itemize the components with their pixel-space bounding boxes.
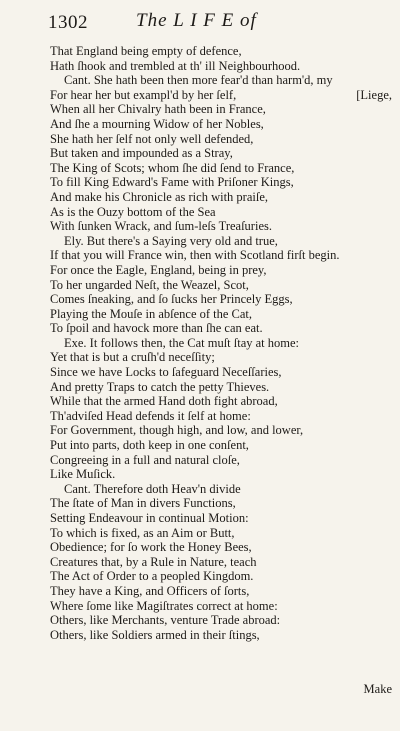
line-text: To which is fixed, as an Aim or Butt, — [50, 525, 235, 540]
text-line — [50, 146, 392, 161]
text-line — [50, 584, 392, 599]
line-text: If that you will France win, then with Scotland firſt begin. — [50, 248, 340, 263]
text-line — [50, 278, 392, 293]
text-line — [50, 263, 392, 278]
line-text: Cant. She hath been then more fear'd than harm'd, my — [64, 73, 333, 88]
line-text: For hear her but exampl'd by her ſelf, — [50, 87, 237, 102]
text-line — [50, 423, 392, 438]
line-text: The Act of Order to a peopled Kingdom. — [50, 569, 254, 584]
line-text: Th'adviſed Head defends it ſelf at home: — [50, 408, 251, 423]
line-text: Since we have Locks to ſafeguard Neceſſaries, — [50, 365, 282, 380]
page-number: 1302 — [48, 12, 88, 33]
text-line — [50, 73, 392, 88]
text-line — [50, 307, 392, 322]
text-line — [50, 555, 392, 570]
text-line — [50, 350, 392, 365]
text-line — [50, 496, 392, 511]
line-text: That England being empty of defence, — [50, 44, 242, 58]
line-text: Hath ſhook and trembled at th' ill Neighbourhood. — [50, 58, 301, 73]
line-text: Exe. It follows then, the Cat muſt ſtay at home: — [64, 335, 300, 350]
line-text: To her ungarded Neſt, the Weazel, Scot, — [50, 277, 249, 292]
line-text: Others, like Soldiers armed in their ſtings, — [50, 627, 260, 642]
line-text: She hath her ſelf not only well defended, — [50, 131, 254, 146]
text-line — [50, 248, 392, 263]
line-text: As is the Ouzy bottom of the Sea — [50, 204, 216, 219]
text-line — [50, 526, 392, 541]
text-line — [50, 467, 392, 482]
text-line — [50, 102, 392, 117]
line-text: They have a King, and Officers of ſorts, — [50, 583, 250, 598]
text-line — [50, 336, 392, 351]
line-turnover: [Liege, — [356, 87, 392, 102]
text-line — [50, 453, 392, 468]
text-line — [50, 365, 392, 380]
text-line — [50, 409, 392, 424]
text-line — [50, 132, 392, 147]
line-text: Put into parts, doth keep in one conſent, — [50, 438, 249, 453]
text-line — [50, 234, 392, 249]
body-text — [50, 44, 392, 642]
running-title: The L I F E of — [136, 10, 257, 31]
line-text: For Government, though high, and low, and lower, — [50, 423, 304, 438]
line-text: Like Muſick. — [50, 467, 116, 482]
line-text: The ſtate of Man in divers Functions, — [50, 496, 236, 511]
page-header — [48, 10, 380, 38]
text-line — [50, 628, 392, 643]
text-line — [50, 380, 392, 395]
line-text: With ſunken Wrack, and ſum-leſs Treaſuries. — [50, 219, 272, 234]
text-line — [50, 511, 392, 526]
line-text: Congreeing in a full and natural cloſe, — [50, 452, 240, 467]
line-text: And ſhe a mourning Widow of her Nobles, — [50, 116, 264, 131]
text-line — [50, 161, 392, 176]
line-text: The King of Scots; whom ſhe did ſend to France, — [50, 160, 295, 175]
line-text: Setting Endeavour in continual Motion: — [50, 511, 249, 525]
text-line — [50, 599, 392, 614]
text-line — [50, 321, 392, 336]
text-line — [50, 205, 392, 220]
text-line — [50, 540, 392, 555]
catchword: Make — [363, 682, 392, 696]
line-text: Comes ſneaking, and ſo ſucks her Princely Eggs, — [50, 292, 293, 307]
line-text: Cant. Therefore doth Heav'n divide — [64, 481, 241, 496]
line-text: Ely. But there's a Saying very old and true, — [64, 233, 278, 248]
line-text: To ſpoil and havock more than ſhe can eat. — [50, 321, 263, 336]
line-text: And make his Chronicle as rich with praiſe, — [50, 189, 268, 204]
text-line — [50, 292, 392, 307]
line-text: Others, like Merchants, venture Trade abroad: — [50, 613, 281, 628]
line-text: To fill King Edward's Fame with Priſoner Kings, — [50, 175, 294, 190]
line-text: Creatures that, by a Rule in Nature, teach — [50, 554, 257, 569]
text-line — [50, 190, 392, 205]
line-text: Where ſome like Magiſtrates correct at home: — [50, 598, 278, 613]
text-line — [50, 438, 392, 453]
line-text: But taken and impounded as a Stray, — [50, 146, 233, 161]
text-line — [50, 175, 392, 190]
line-text: For once the Eagle, England, being in prey, — [50, 262, 267, 277]
text-line — [50, 613, 392, 628]
text-line — [50, 88, 392, 103]
text-line — [50, 59, 392, 74]
text-line — [50, 394, 392, 409]
line-text: Playing the Mouſe in abſence of the Cat, — [50, 306, 253, 321]
line-text: Obedience; for ſo work the Honey Bees, — [50, 540, 252, 555]
text-line — [50, 482, 392, 497]
text-line — [50, 569, 392, 584]
line-text: While that the armed Hand doth fight abroad, — [50, 394, 278, 409]
line-text: When all her Chivalry hath been in France, — [50, 102, 266, 117]
text-line — [50, 117, 392, 132]
line-text: And pretty Traps to catch the petty Thieves. — [50, 379, 270, 394]
text-line — [50, 44, 392, 59]
text-line — [50, 219, 392, 234]
line-text: Yet that is but a cruſh'd neceſſity; — [50, 350, 215, 365]
